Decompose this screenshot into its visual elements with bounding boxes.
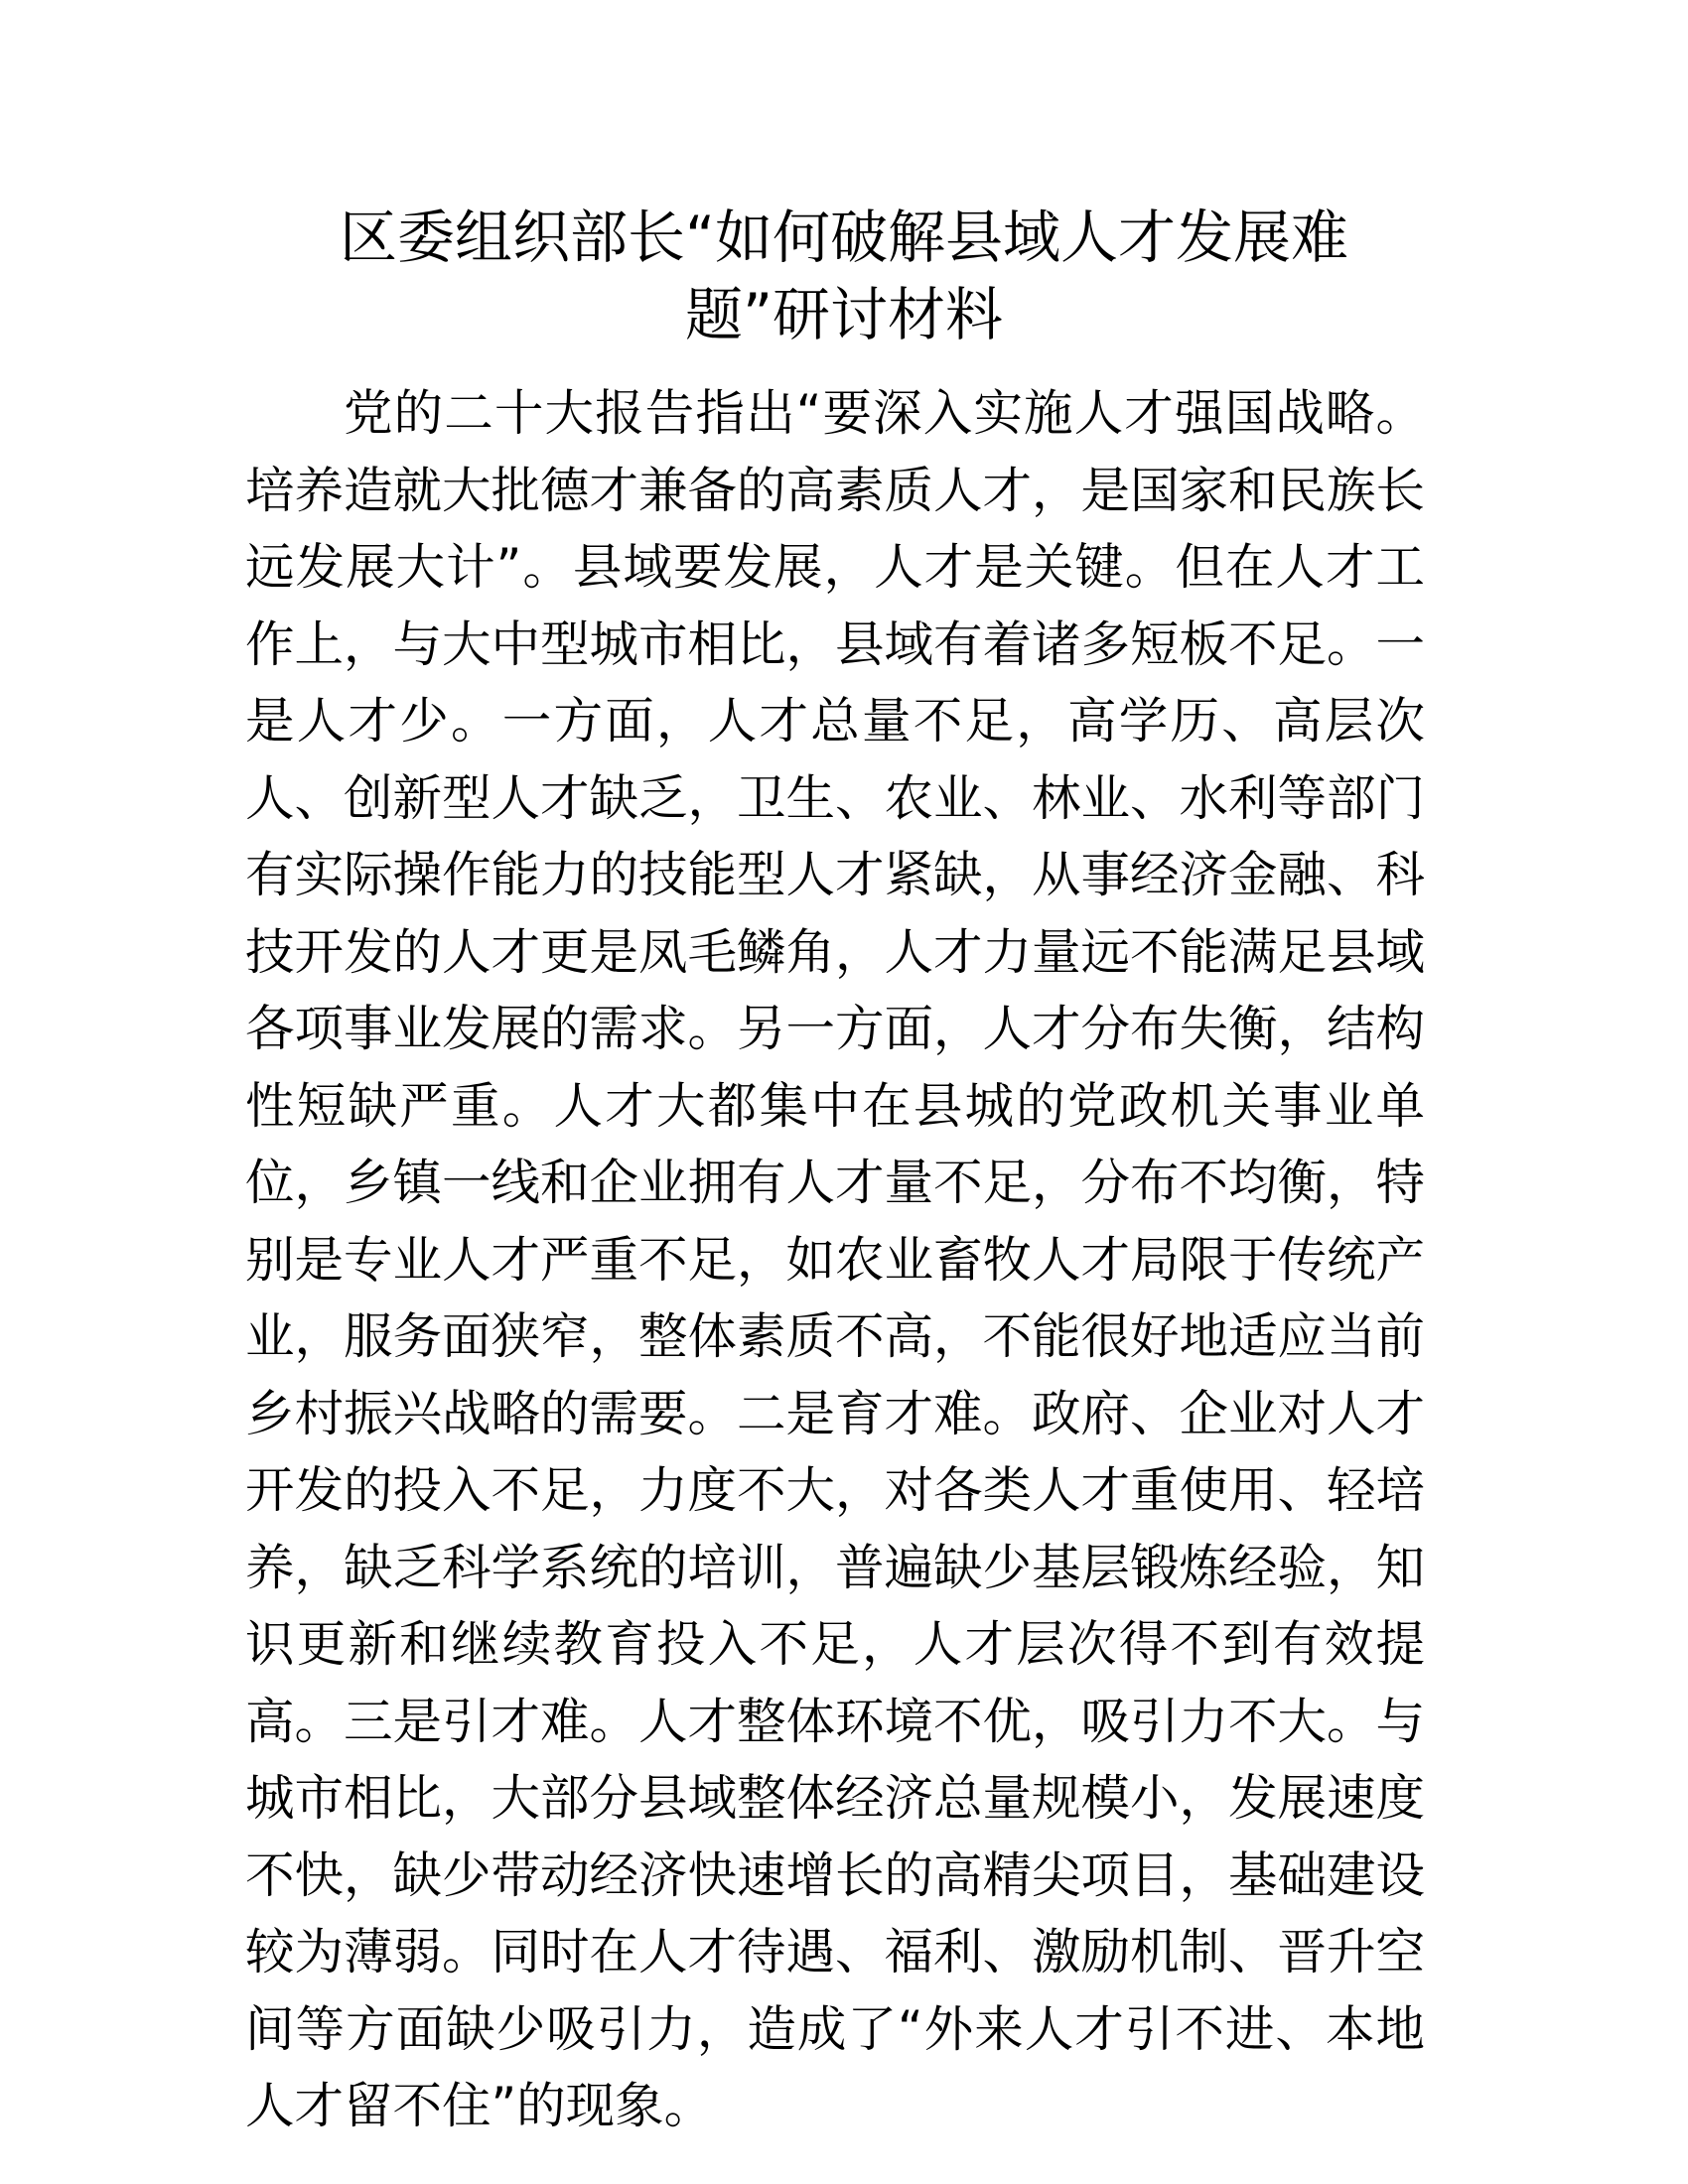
body-paragraph: 党的二十大报告指出“要深入实施人才强国战略。培养造就大批德才兼备的高素质人才，是国家和民族长远发展大计”。县域要发展，人才是关键。但在人才工作上，与大中型城市相比，县域有着诸多短板不足。一是人才少。一方面，人才总量不足，高学历、高层次人、创新型人才缺乏，卫生、农业、林业、水利等部门有实际操作能力的技能型人才紧缺，从事经济金融、科技开发的人才更是凤毛鳞角，人才力量远不能满足县域各项事业发展的需求。另一方面，人才分布失衡，结构性短缺严重。人才大都集中在县城的党政机关事业单位，乡镇一线和企业拥有人才量不足，分布不均衡，特别是专业人才严重不足，如农业畜牧人才局限于传统产业，服务面狭窄，整体素质不高，不能很好地适应当前乡村振兴战略的需要。二是育才难。政府、企业对人才开发的投入不足，力度不大，对各类人才重使用、轻培养，缺乏科学系统的培训，普遍缺少基层锻炼经验，知识更新和继续教育投入不足，人才层次得不到有效提高。三是引才难。人才整体环境不优，吸引力不大。与城市相比，大部分县域整体经济总量规模小，发展速度不快，缺少带动经济快速增长的高精尖项目，基础建设较为薄弱。同时在人才待遇、福利、激励机制、晋升空间等方面缺少吸引力，造成了“外来人才引不进、本地人才留不住”的现象。 bbox=[245, 384, 1425, 2134]
document-title: 区委组织部长“如何破解县域人才发展难题”研讨材料 bbox=[339, 204, 1349, 348]
